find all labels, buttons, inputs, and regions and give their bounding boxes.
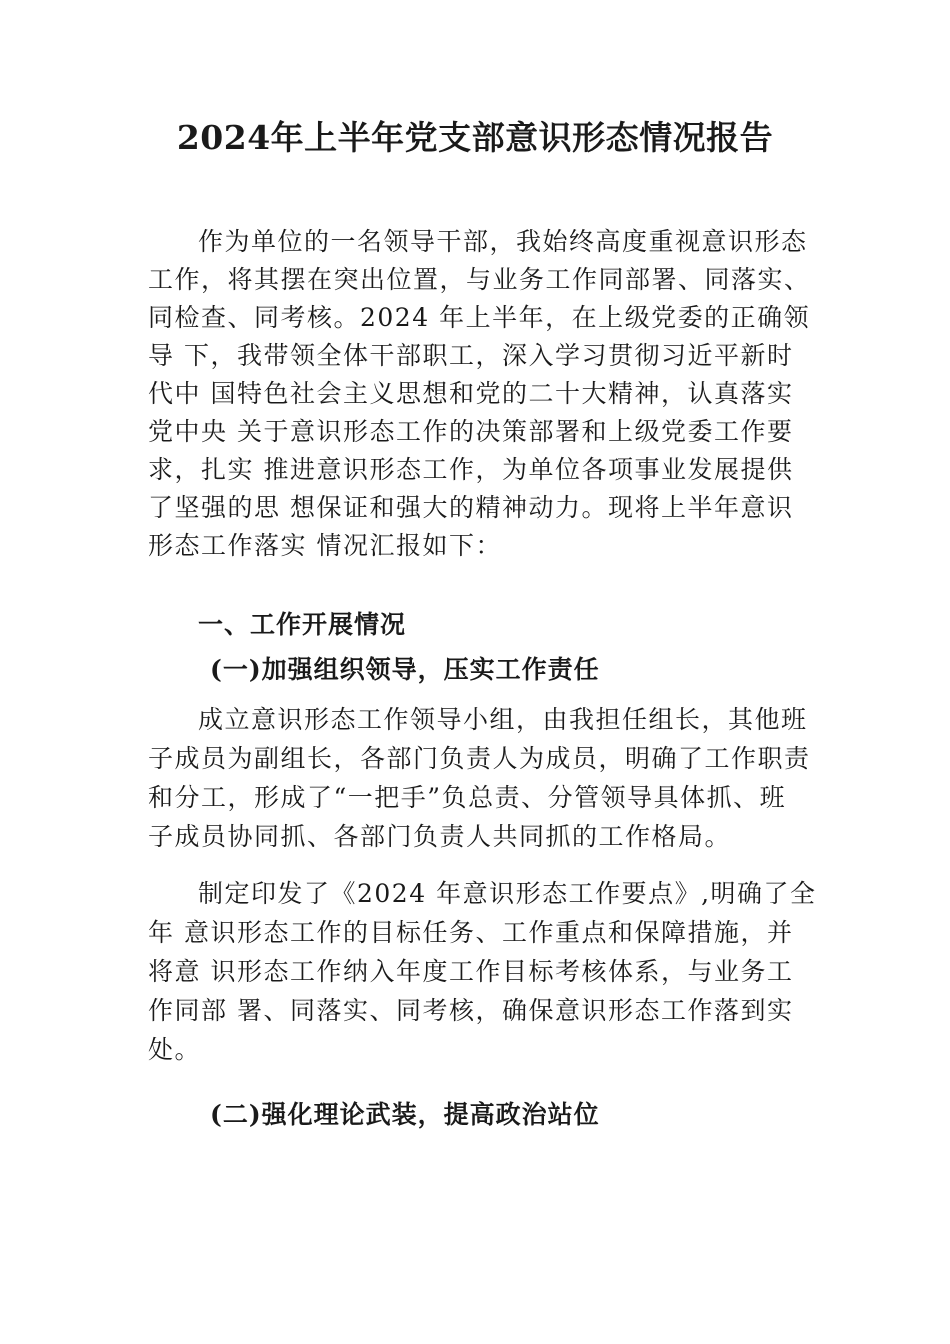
para2-line-5: 处。 bbox=[148, 1035, 202, 1064]
intro-line-2: 工作，将其摆在突出位置，与业务工作同部署、同落实、 bbox=[148, 265, 811, 294]
subsection-heading-2: (二)强化理论武装，提高政治站位 bbox=[210, 1100, 600, 1129]
intro-line-6: 党中央 关于意识形态工作的决策部署和上级党委工作要 bbox=[148, 417, 794, 446]
para1-line-3: 和分工，形成了“一把手”负总责、分管领导具体抓、班 bbox=[148, 783, 787, 812]
intro-line-4: 导 下，我带领全体干部职工，深入学习贯彻习近平新时 bbox=[148, 341, 794, 370]
para2-line-3: 将意 识形态工作纳入年度工作目标考核体系，与业务工 bbox=[148, 957, 794, 986]
intro-line-9: 形态工作落实 情况汇报如下： bbox=[148, 531, 502, 560]
intro-line-8: 了坚强的思 想保证和强大的精神动力。现将上半年意识 bbox=[148, 493, 794, 522]
subsection-heading-1: (一)加强组织领导，压实工作责任 bbox=[210, 655, 600, 684]
document-title: 2024年上半年党支部意识形态情况报告 bbox=[176, 118, 774, 157]
para2-line-1: 制定印发了《2024 年意识形态工作要点》,明确了全 bbox=[198, 879, 817, 908]
section-heading-1: 一、工作开展情况 bbox=[198, 610, 407, 639]
para1-line-4: 子成员协同抓、各部门负责人共同抓的工作格局。 bbox=[148, 822, 732, 851]
intro-line-5: 代中 国特色社会主义思想和党的二十大精神，认真落实 bbox=[148, 379, 794, 408]
para1-line-2: 子成员为副组长，各部门负责人为成员，明确了工作职责 bbox=[148, 744, 811, 773]
para2-line-2: 年 意识形态工作的目标任务、工作重点和保障措施，并 bbox=[148, 918, 794, 947]
para2-line-4: 作同部 署、同落实、同考核，确保意识形态工作落到实 bbox=[148, 996, 794, 1025]
para1-line-1: 成立意识形态工作领导小组，由我担任组长，其他班 bbox=[198, 705, 808, 734]
intro-line-7: 求，扎实 推进意识形态工作，为单位各项事业发展提供 bbox=[148, 455, 794, 484]
intro-line-1: 作为单位的一名领导干部，我始终高度重视意识形态 bbox=[198, 227, 808, 256]
intro-line-3: 同检查、同考核。2024 年上半年，在上级党委的正确领 bbox=[148, 303, 811, 332]
